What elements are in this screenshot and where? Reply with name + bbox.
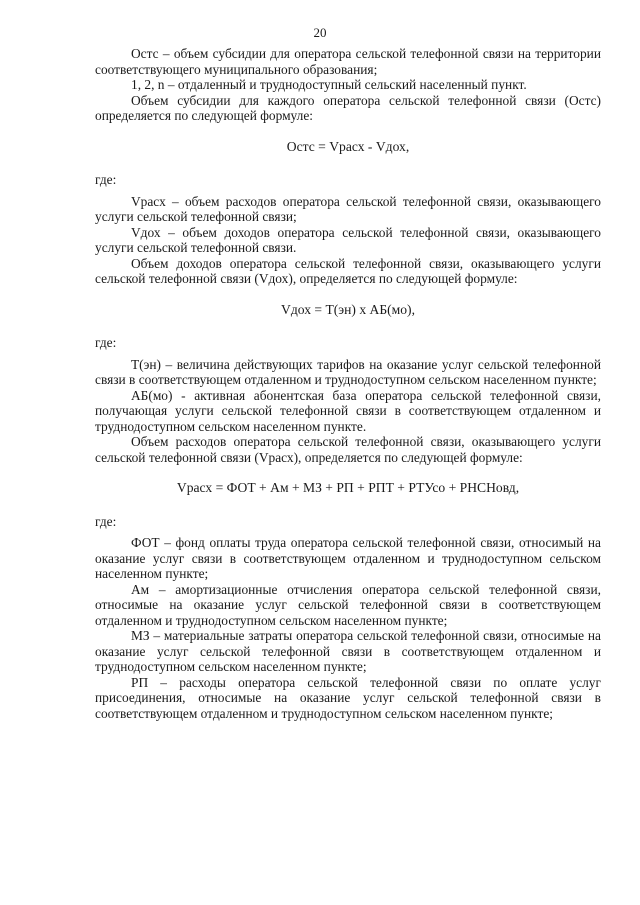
paragraph: 1, 2, n – отдаленный и труднодоступный сельский населенный пункт. [131, 77, 527, 92]
where-label: где: [95, 172, 117, 187]
paragraph: Объем субсидии для каждого оператора сельской телефонной связи (Остс) определяется по следующей формуле: [95, 92, 601, 123]
document-body [95, 46, 601, 721]
paragraph: ФОТ – фонд оплаты труда оператора сельской телефонной связи, относимый на оказание услуг связи в соответствующем отдаленном и труднодоступном сельском населенном пункте; [95, 535, 601, 581]
formula-income: Vдох = Т(эн) х АБ(мо), [281, 301, 415, 317]
paragraph: Остс – объем субсидии для оператора сельской телефонной связи на территории соответствующего муниципального образования; [95, 46, 601, 77]
paragraph: Vдох – объем доходов оператора сельской телефонной связи, оказывающего услуги сельской телефонной связи. [95, 224, 601, 255]
paragraph: Объем расходов оператора сельской телефонной связи, оказывающего услуги сельской телефонной связи (Vрасх), определяется по следующей формуле: [95, 434, 601, 465]
paragraph: МЗ – материальные затраты оператора сельской телефонной связи, относимые на оказание услуг сельской телефонной связи в соответствующем отдаленном и труднодоступном сельском населенном пункте; [95, 628, 601, 674]
where-label: где: [95, 335, 117, 350]
paragraph: АБ(мо) - активная абонентская база оператора сельской телефонной связи, получающая услуги сельской телефонной связи в соответствующем отдаленном и труднодоступном сельском населенном пункте. [95, 387, 601, 434]
page-number: 20 [313, 25, 327, 40]
paragraph: РП – расходы оператора сельской телефонной связи по оплате услуг присоединения, относимые на оказание услуг сельской телефонной связи в соответствующем отдаленном и труднодоступном сельском населенном пункте; [95, 674, 601, 721]
paragraph: Т(эн) – величина действующих тарифов на оказание услуг сельской телефонной связи в соответствующем отдаленном и труднодоступном сельском населенном пункте; [95, 356, 601, 387]
paragraph: Ам – амортизационные отчисления оператора сельской телефонной связи, относимые на оказание услуг сельской телефонной связи в соответствующем отдаленном и труднодоступном сельском населенном пункте; [95, 581, 601, 628]
paragraph: Объем доходов оператора сельской телефонной связи, оказывающего услуги сельской телефонной связи (Vдох), определяется по следующей формуле: [95, 255, 601, 286]
formula-subsidy: Остс = Vрасх - Vдох, [286, 138, 410, 154]
where-label: где: [95, 513, 117, 529]
formula-expenses: Vрасх = ФОТ + Ам + МЗ + РП + РПТ + РТУсо + РНСНовд, [176, 480, 520, 495]
paragraph: Vрасх – объем расходов оператора сельской телефонной связи, оказывающего услуги сельской телефонной связи; [95, 193, 601, 224]
